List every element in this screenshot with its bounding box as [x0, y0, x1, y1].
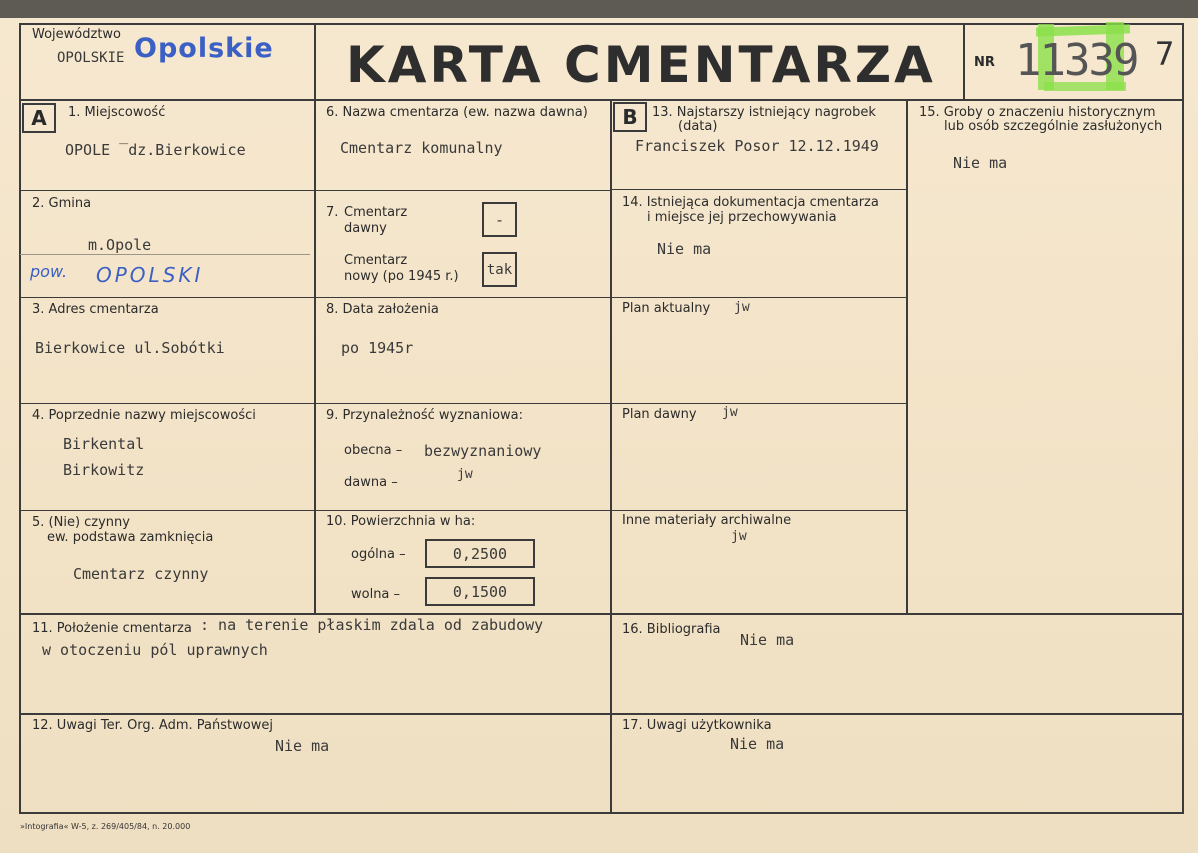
field7-new-label-2: nowy (po 1945 r.) [344, 269, 459, 284]
field6-label: 6. Nazwa cmentarza (ew. nazwa dawna) [326, 105, 588, 120]
field10-total-box: 0,2500 [425, 539, 535, 568]
field9-former-value: jw [457, 467, 473, 482]
rule-row3 [19, 403, 907, 404]
scanner-edge [0, 0, 1198, 18]
field13-value: Franciszek Posor 12.12.1949 [635, 137, 879, 155]
field1-label: 1. Miejscowość [68, 105, 166, 120]
plan-old-label: Plan dawny [622, 407, 697, 422]
field11-label: 11. Położenie cmentarza [32, 621, 192, 636]
field1-value: OPOLE ‾dz.Bierkowice [65, 141, 246, 159]
field7-old-box: - [482, 202, 517, 237]
rule-row4 [19, 510, 907, 511]
field17-label: 17. Uwagi użytkownika [622, 718, 772, 733]
plan-old-value: jw [722, 405, 738, 420]
field13-label-2: (data) [678, 119, 718, 134]
other-materials-value: jw [731, 529, 747, 544]
field10-total-label: ogólna – [351, 547, 406, 562]
field17-value: Nie ma [730, 735, 785, 753]
field3-value: Bierkowice ul.Sobótki [35, 339, 225, 357]
field4-label: 4. Poprzednie nazwy miejscowości [32, 408, 256, 423]
rule-header [19, 99, 1184, 101]
field4-value-2: Birkowitz [63, 461, 145, 479]
field15-label-1: 15. Groby o znaczeniu historycznym [919, 105, 1156, 120]
field15-value: Nie ma [953, 154, 1008, 172]
section-a-box: A [22, 103, 56, 133]
field4-value-1: Birkental [63, 435, 145, 453]
field12-value: Nie ma [275, 737, 330, 755]
rule-row5 [19, 613, 1184, 615]
nr-label: NR [974, 55, 995, 70]
plan-current-value: jw [734, 300, 750, 315]
col-divider-3 [906, 99, 908, 615]
other-materials-label: Inne materiały archiwalne [622, 513, 792, 528]
field2-label: 2. Gmina [32, 196, 92, 211]
field16-label: 16. Bibliografia [622, 622, 721, 637]
field2-value: m.Opole [88, 236, 152, 254]
field13-label-1: 13. Najstarszy istniejący nagrobek [652, 105, 876, 120]
field14-label-1: 14. Istniejąca dokumentacja cmentarza [622, 195, 879, 210]
field6-value: Cmentarz komunalny [340, 139, 503, 157]
field7-old-label-1: Cmentarz [344, 205, 408, 220]
field5-value: Cmentarz czynny [73, 565, 209, 583]
col-divider-1 [314, 23, 316, 615]
field9-current-value: bezwyznaniowy [424, 442, 542, 460]
rule-row1-b [611, 189, 907, 190]
plan-current-label: Plan aktualny [622, 301, 711, 316]
field8-value: po 1945r [341, 339, 414, 357]
field10-free-label: wolna – [351, 587, 401, 602]
field5-label-1: 5. (Nie) czynny [32, 515, 130, 530]
voivodeship-label: Województwo [32, 27, 122, 42]
section-b-box: B [613, 102, 647, 132]
field14-label-2: i miejsce jej przechowywania [647, 210, 837, 225]
field12-label: 12. Uwagi Ter. Org. Adm. Państwowej [32, 718, 273, 733]
rule-row6 [19, 713, 1184, 715]
field7-new-label-1: Cmentarz [344, 253, 408, 268]
field9-former-label: dawna – [344, 475, 398, 490]
card-number: 11339 [1015, 35, 1138, 86]
field14-value: Nie ma [657, 240, 712, 258]
voivodeship-stamp: Opolskie [134, 33, 274, 64]
card-title: KARTA CMENTARZA [346, 36, 936, 94]
rule-gmina-underline [20, 254, 310, 255]
field10-label: 10. Powierzchnia w ha: [326, 514, 476, 529]
voivodeship-typed-value: OPOLSKIE [57, 50, 125, 66]
field7-new-box: tak [482, 252, 517, 287]
nr-divider [963, 23, 965, 101]
field16-value: Nie ma [740, 631, 795, 649]
field10-free-box: 0,1500 [425, 577, 535, 606]
field5-label-2: ew. podstawa zamknięcia [47, 530, 214, 545]
field9-label: 9. Przynależność wyznaniowa: [326, 408, 524, 423]
field8-label: 8. Data założenia [326, 302, 439, 317]
field15-label-2: lub osób szczególnie zasłużonych [944, 119, 1163, 134]
field2-hand-value: OPOLSKI [96, 263, 204, 287]
field3-label: 3. Adres cmentarza [32, 302, 159, 317]
field7-number: 7. [326, 205, 339, 220]
field11-value-2: w otoczeniu pól uprawnych [42, 641, 268, 659]
field9-current-label: obecna – [344, 443, 403, 458]
field2-hand-prefix: pow. [30, 262, 68, 281]
printer-imprint: »Intografia« W-5, z. 269/405/84, n. 20.000 [20, 822, 191, 831]
field7-old-label-2: dawny [344, 221, 387, 236]
rule-row2 [19, 297, 907, 298]
card-number-suffix: 7 [1155, 35, 1175, 73]
col-divider-2 [610, 99, 612, 814]
field11-value-1: : na terenie płaskim zdala od zabudowy [200, 616, 544, 634]
